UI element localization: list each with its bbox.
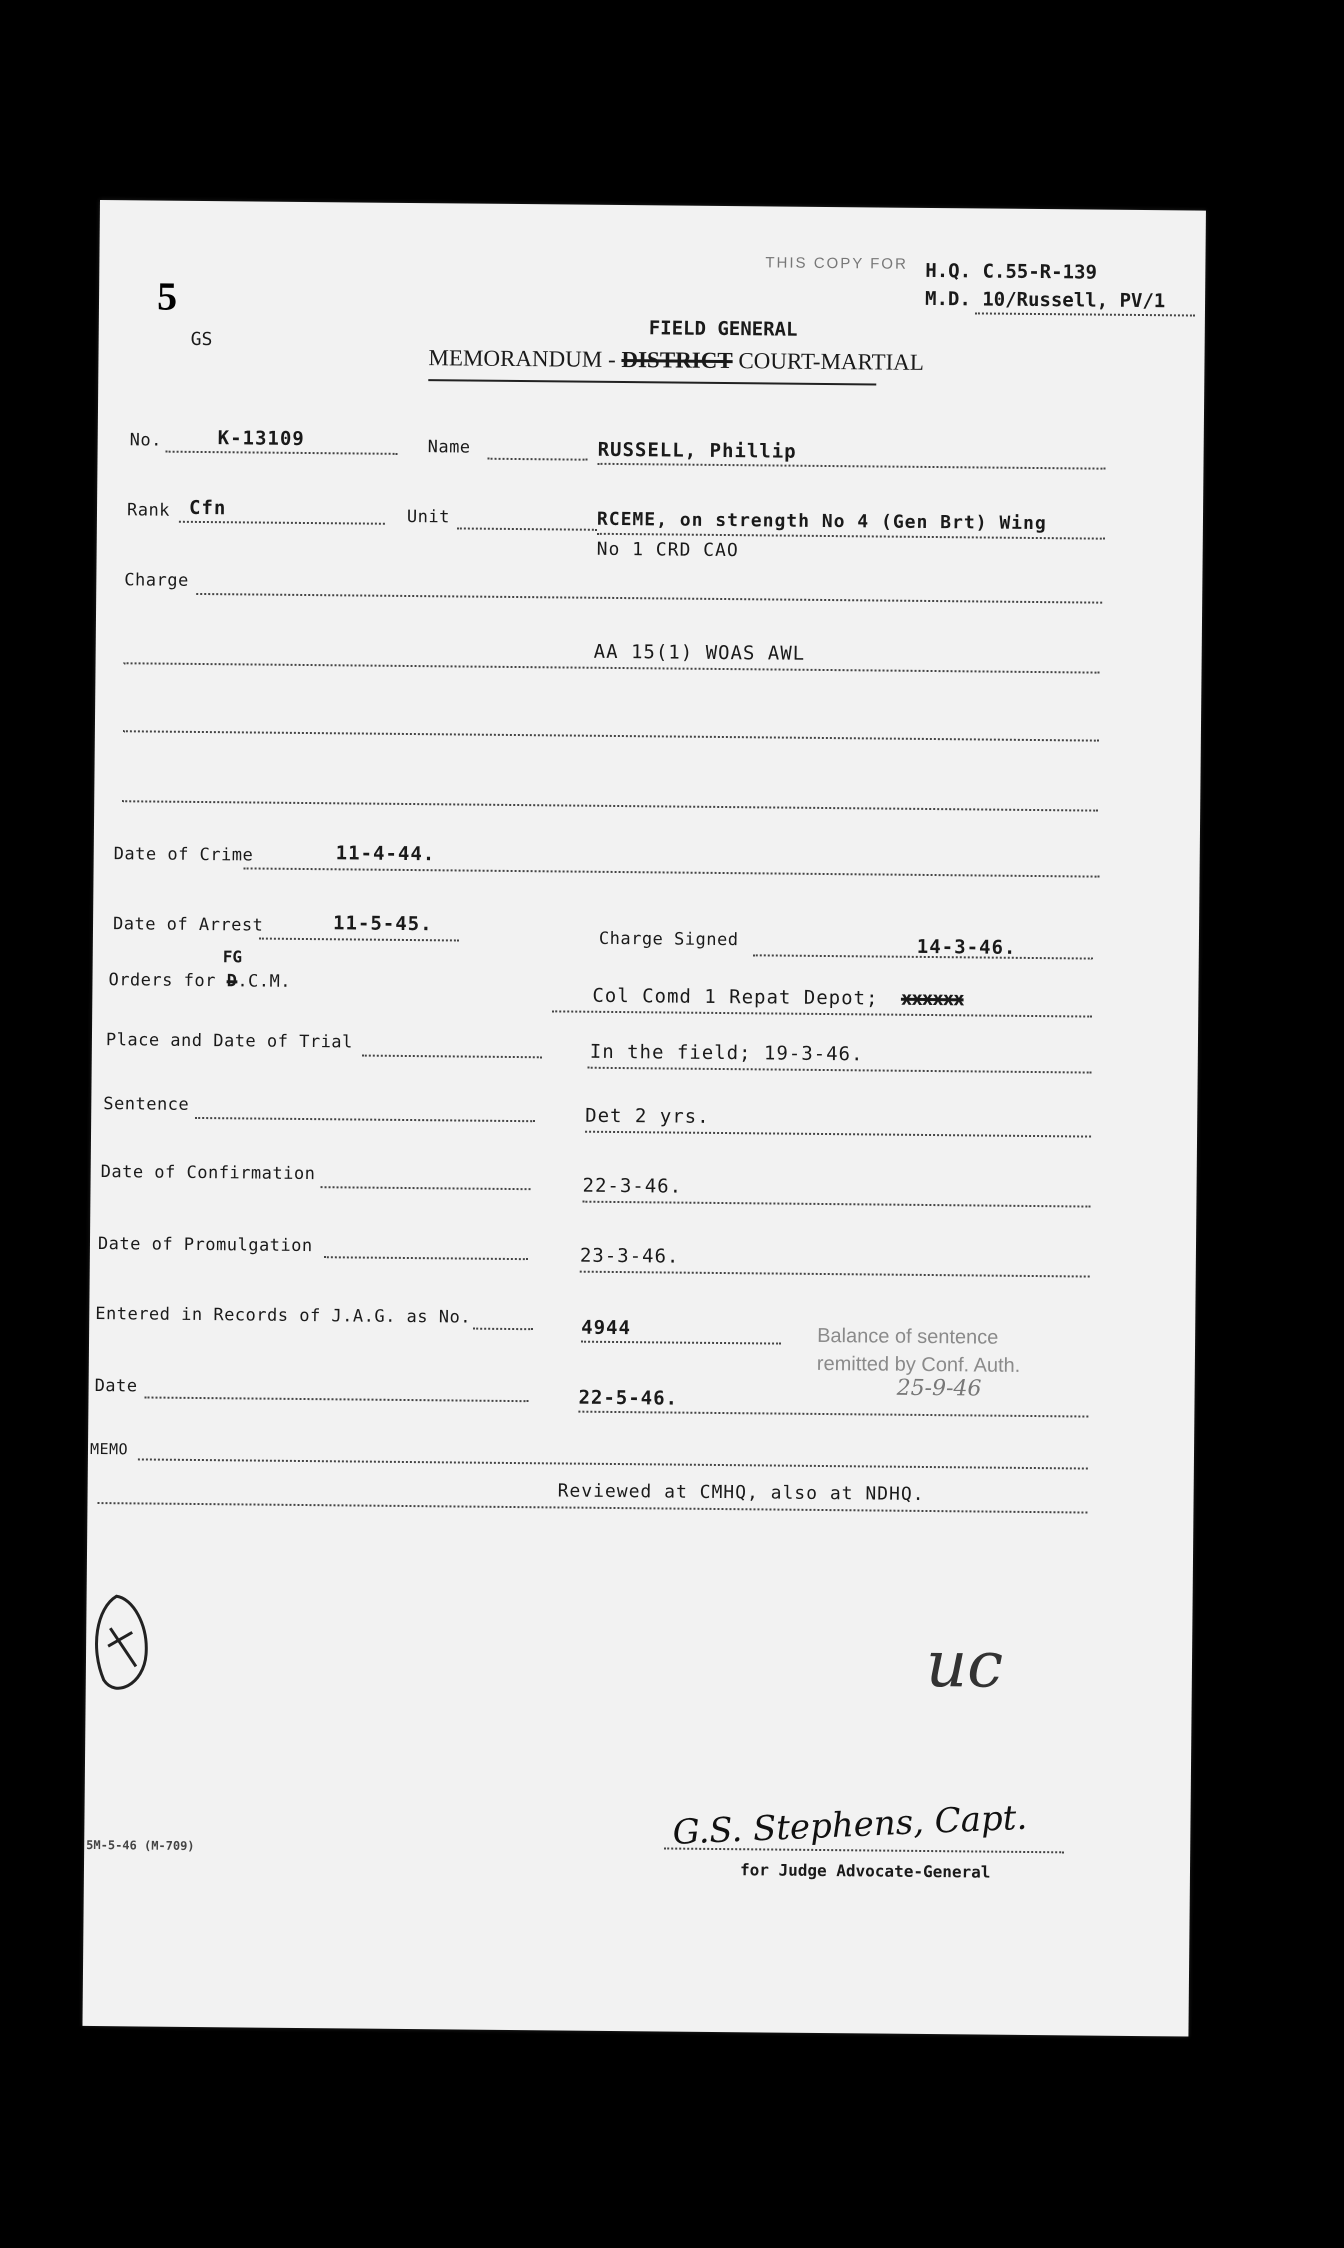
date-label: Date — [94, 1376, 138, 1397]
name-dotted-line-a — [488, 458, 588, 461]
date-dotted-line-a — [144, 1396, 528, 1402]
charge-signed-label: Charge Signed — [598, 928, 739, 951]
sentence-value: Det 2 yrs. — [585, 1104, 710, 1128]
promulgation-dotted-line-a — [324, 1256, 528, 1260]
no-label: No. — [129, 430, 163, 451]
memo-dotted-line-2 — [97, 1502, 1087, 1514]
name-label: Name — [427, 437, 471, 458]
memorandum-word: MEMORANDUM - — [428, 345, 616, 372]
charge-label: Charge — [124, 570, 189, 591]
trial-dotted-line-b — [588, 1067, 1092, 1074]
arrest-dotted-line — [259, 938, 459, 942]
orders-authority: Col Comd 1 Repat Depot; — [592, 984, 879, 1010]
district-struck: DISTRICT — [621, 347, 733, 374]
this-copy-for-stamp: THIS COPY FOR — [765, 254, 908, 273]
trial-dotted-line-a — [362, 1055, 542, 1059]
charge-dotted-line-1 — [196, 593, 1102, 604]
charge-value: AA 15(1) WOAS AWL — [593, 640, 806, 665]
rank-value: Cfn — [188, 496, 227, 520]
promulgation-dotted-line-b — [580, 1271, 1090, 1278]
date-of-crime-value: 11-4-44. — [335, 842, 436, 866]
sentence-dotted-line-a — [195, 1117, 535, 1122]
jag-dotted-line-a — [473, 1328, 533, 1331]
unit-value-line1: RCEME, on strength No 4 (Gen Brt) Wing — [596, 508, 1047, 535]
confirmation-dotted-line-b — [582, 1201, 1090, 1208]
form-title — [428, 345, 924, 376]
remission-stamp-line1: Balance of sentence — [817, 1324, 999, 1349]
orders-struck-text: xxxxxx — [900, 987, 964, 1011]
place-date-trial-label: Place and Date of Trial — [105, 1030, 353, 1053]
date-of-arrest-value: 11-5-45. — [332, 912, 433, 936]
memorandum-sheet — [82, 200, 1205, 2037]
remission-stamp-line2: remitted by Conf. Auth. — [816, 1352, 1021, 1377]
rank-label: Rank — [126, 500, 171, 521]
for-jag-line: for Judge Advocate-General — [739, 1860, 991, 1882]
memo-dotted-line-1 — [138, 1458, 1088, 1469]
memo-label: MEMO — [89, 1439, 129, 1459]
service-number: K-13109 — [217, 427, 305, 450]
reviewed-note: Reviewed at CMHQ, also at NDHQ. — [557, 1480, 925, 1505]
date-of-crime-label: Date of Crime — [113, 844, 254, 866]
charge-signed-dotted-line — [753, 954, 1093, 959]
sentence-label: Sentence — [103, 1094, 190, 1115]
orders-for-word: Orders for — [108, 970, 216, 992]
charge-dotted-line-2 — [124, 662, 1100, 673]
md-reference: M.D. 10/Russell, PV/1 — [924, 287, 1166, 313]
name-dotted-line-b — [597, 463, 1105, 470]
charge-signed-value: 14-3-46. — [916, 935, 1017, 959]
place-date-trial-value: In the field; 19-3-46. — [589, 1040, 864, 1066]
md-reference-underline — [975, 312, 1195, 316]
remission-stamp-date: 25-9-46 — [896, 1375, 982, 1402]
sentence-dotted-line-b — [585, 1131, 1091, 1138]
orders-fg-insert: FG — [222, 947, 243, 967]
circled-handwritten-mark — [86, 1588, 157, 1699]
orders-value — [592, 985, 963, 1011]
confirmation-label: Date of Confirmation — [100, 1162, 316, 1185]
orders-dotted-line — [552, 1010, 1092, 1017]
form-number: 5M-5-46 (M-709) — [86, 1837, 195, 1853]
crime-dotted-line — [244, 867, 1100, 877]
rank-dotted-line — [179, 521, 385, 525]
charge-dotted-line-4 — [122, 800, 1098, 811]
orders-d-struck: D — [226, 971, 238, 992]
charge-dotted-line-3 — [123, 730, 1099, 741]
promulgation-label: Date of Promulgation — [97, 1234, 313, 1257]
unit-label: Unit — [406, 506, 451, 528]
soldier-name: RUSSELL, Phillip — [597, 438, 797, 463]
confirmation-dotted-line-a — [321, 1186, 531, 1190]
date-dotted-line-b — [578, 1411, 1088, 1418]
field-general-insert: FIELD GENERAL — [648, 317, 798, 341]
unit-value-line2: No 1 CRD CAO — [596, 538, 739, 562]
unit-dotted-line-a — [457, 527, 597, 530]
signature: G.S. Stephens, Capt. — [671, 1797, 1028, 1853]
date-value: 22-5-46. — [578, 1386, 679, 1410]
gs-code: GS — [190, 328, 213, 351]
jag-dotted-line-b — [581, 1341, 781, 1345]
corner-mark: 5 — [156, 273, 178, 319]
no-dotted-line — [166, 451, 398, 455]
date-of-arrest-label: Date of Arrest — [112, 914, 264, 936]
title-underline — [428, 379, 876, 385]
orders-for-label — [108, 970, 291, 992]
jag-value: 4944 — [581, 1316, 632, 1340]
hq-reference: H.Q. C.55-R-139 — [925, 259, 1098, 284]
jag-label: Entered in Records of J.A.G. as No. — [95, 1304, 472, 1328]
promulgation-value: 23-3-46. — [579, 1244, 680, 1268]
court-martial-word: COURT-MARTIAL — [738, 348, 925, 375]
confirmation-value: 22-3-46. — [582, 1174, 683, 1198]
handwritten-initials: uc — [925, 1627, 1004, 1703]
orders-cm-suffix: .C.M. — [237, 971, 292, 992]
